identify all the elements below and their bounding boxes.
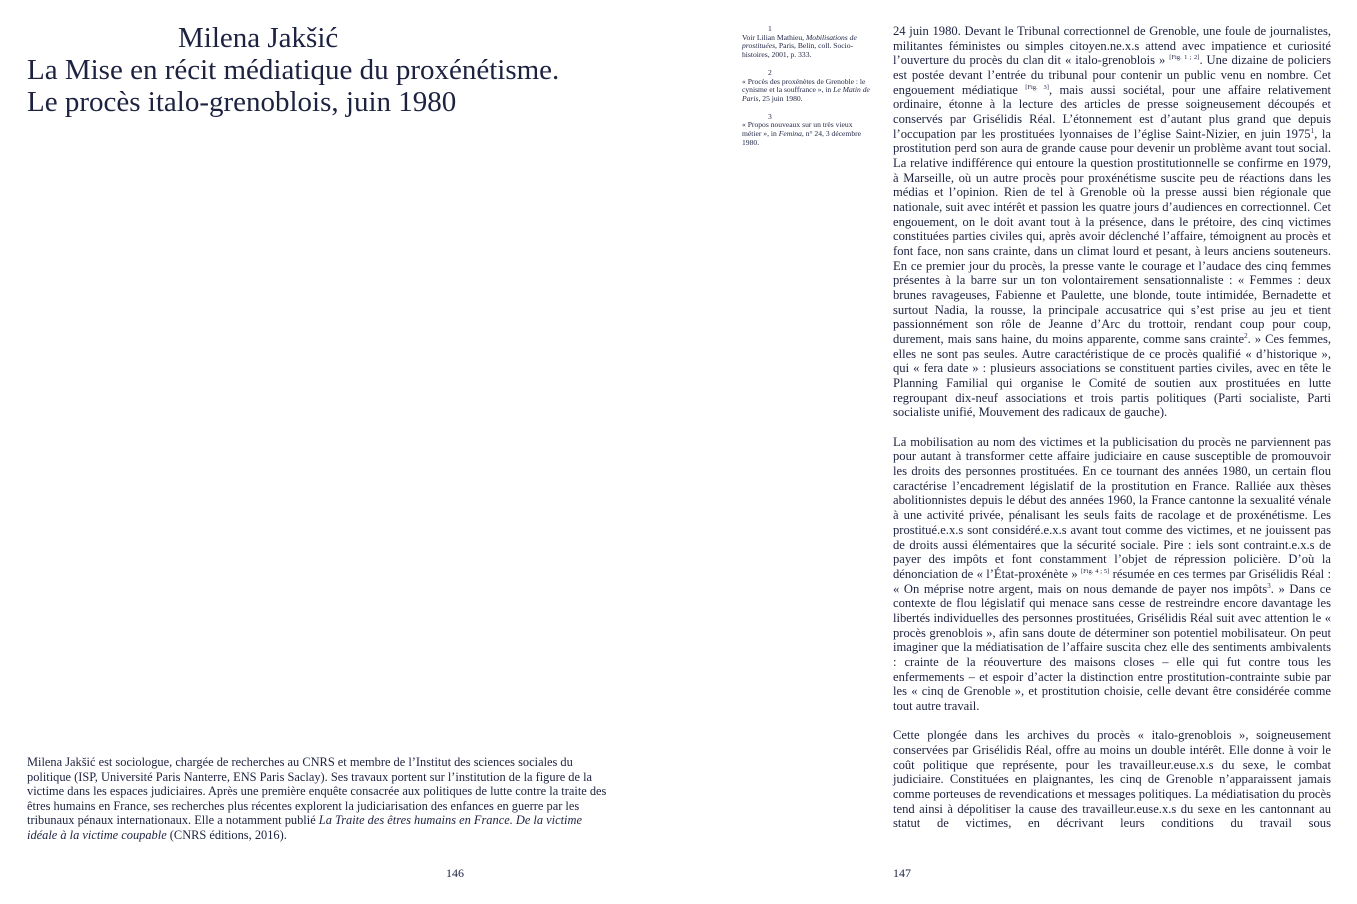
- footnote-italic: Femina: [778, 129, 802, 139]
- footnote-text: , n° 24, 3 décembre 1980.: [742, 129, 862, 147]
- footnote-number: 3: [768, 111, 772, 121]
- bio-text: Milena Jakšić est sociologue, chargée de recherches au CNRS et membre de l’Institut des sciences sociales du politique (ISP, Université Paris Nanterre, ENS Paris Saclay). Ses travaux portent sur l’institution de la figure de la victime dans les espaces judiciaires. Après une première enquête consacrée aux politiques de lutte contre la traite des êtres humains en France, ses recherches plus récentes explorent la judiciarisation des enfances en guerre par les tribunaux pénaux internationaux. Elle a notamment publié: [27, 755, 607, 828]
- page-number-left: 146: [446, 866, 464, 880]
- footnote-italic: Mobilisations de prostituées: [742, 32, 857, 51]
- footnote-1: [742, 25, 872, 60]
- footnote-ref: 3: [1267, 581, 1271, 590]
- main-text: [893, 24, 1331, 846]
- footnote-text: , 25 juin 1980.: [758, 93, 803, 103]
- author-name: Milena Jakšić: [178, 22, 339, 54]
- footnote-number: 1: [768, 24, 772, 33]
- figure-ref: [Fig. 1 ; 2]: [1169, 54, 1200, 62]
- article-title-block: [27, 22, 627, 118]
- footnote-ref: 2: [1244, 332, 1248, 341]
- text: La mobilisation au nom des victimes et la publicisation du procès ne parviennent pas pour autant à transformer cette affaire judiciaire en cause susceptible de promouvoir les droits des personnes prostituées. En ce tournant des années 1980, un certain flou caractérise l’encadrement législatif de la prostitution en France. Ralliée aux thèses abolitionnistes depuis le début des années 1960, la France cantonne la sexualité vénale à une activité privée, pénalisant les seuls faits de racolage et de proxénétisme. Les prostitué.e.x.s sont considéré.e.x.s avant tout comme des victimes, et ne jouissent pas de droits aussi élémentaires que la sécurité sociale. Pire : iels sont contraint.e.x.s de payer des impôts et font constamment l’objet de répression policière. D’où la dénonciation de « l’État-proxénète »: [893, 434, 1331, 581]
- figure-ref: [Fig. 4 ; 5]: [1080, 567, 1110, 575]
- text: résumée en ces termes par Grisélidis Réal : « On méprise notre argent, mais on nous demande de payer nos impôts: [893, 566, 1331, 596]
- footnote-text: « Procès des proxénètes de Grenoble : le cynisme et la souffrance », in: [742, 76, 866, 95]
- bio-book-title: La Traite des êtres humains en France. De la victime idéale à la victime coupable: [27, 813, 582, 842]
- footnote-2: [742, 69, 872, 104]
- text: . » Ces femmes, elles ne sont pas seules. Autre caractéristique de ce procès qualifié « d’historique », qui « fera date » : plusieurs associations se constituent parties civiles, avec en tête le Planning Familial qui organise le Comité de soutien aux prostituées en lutte regroupant dix-neuf associations et trois partis politiques (Parti socialiste, Parti socialiste unifié, Mouvement des radicaux de gauche).: [893, 332, 1331, 420]
- footnote-text: , Paris, Belin, coll. Socio-histoires, 2001, p. 333.: [742, 41, 854, 60]
- text: 24 juin 1980. Devant le Tribunal correctionnel de Grenoble, une foule de journalistes, militantes féministes ou simples citoyen.ne.x.s attend avec impatience et curiosité l’ouverture du procès du clan dit « italo-grenoblois »: [893, 24, 1331, 68]
- title-line-1: La Mise en récit médiatique du proxénétisme.: [27, 54, 560, 86]
- author-bio: [27, 755, 611, 843]
- footnote-number: 2: [768, 67, 772, 77]
- figure-ref: [Fig. 3]: [1025, 83, 1049, 91]
- footnote-3: [742, 113, 872, 148]
- paragraph-2: [893, 435, 1331, 714]
- footnote-text: « Propos nouveaux sur un très vieux métier », in: [742, 120, 853, 139]
- paragraph-1: [893, 24, 1331, 420]
- footnote-ref: 1: [1310, 126, 1315, 135]
- footnotes: [742, 25, 872, 156]
- paragraph-3: Cette plongée dans les archives du procès « italo-grenoblois », soigneusement conservées par Grisélidis Réal, offre au moins un double intérêt. Elle donne à voir le coût politique que représente, pour les travailleur.euse.x.s du sexe, le combat judiciaire. Constituées en plaignantes, les cinq de Grenoble n’apparaissent jamais comme porteuses de revendications et messages politiques. La médiatisation du procès tend ainsi à dépolitiser la cause des travailleur.euse.x.s du sexe en les cantonnant au statut de victimes, en décrivant leurs conditions du travail sous: [893, 728, 1331, 831]
- bio-text-end: (CNRS éditions, 2016).: [166, 827, 287, 842]
- text: , mais aussi sociétal, pour une affaire relativement ordinaire, étonne à la lecture des articles de presse soigneusement découpés et conservés par Grisélidis Réal. L’étonnement est d’autant plus grand que depuis l’occupation par les prostituées lyonnaises de l’église Saint-Nizier, en juin 1975: [893, 82, 1331, 141]
- text: , la prostitution perd son aura de grande cause pour devenir un problème avant tout social. La relative indifférence qui entoure la question prostitutionnelle se confirme en 1979, à Marseille, où un autre procès pour proxénétisme suscite peu de réactions dans les médias et l’opinion. Rien de tel à Grenoble où la presse aussi bien régionale que nationale, suit avec intérêt et passion les quatre jours d’audiences en correctionnel. Cet engouement, on le doit avant tout à la présence, dans le prétoire, des cinq victimes constituées parties civiles qui, après avoir déclenché l’affaire, témoignent au procès et font face, non sans crainte, dans un climat lourd et pesant, à leurs anciens souteneurs. En ce premier jour du procès, la presse vante le courage et l’audace des cinq femmes présentes à la barre sur un ton volontairement sensationnaliste : « Femmes : deux brunes ravageuses, Fabienne et Paulette, une blonde, toute intimidée, Bernadette et surtout Nadia, la rousse, la principale accusatrice qui s’est prise au jeu et tient passionnément son rôle de Jeanne d’Arc du trottoir, rendant coup pour coup, durement, mais sans haine, du moins apparente, comme sans crainte: [893, 126, 1331, 347]
- footnote-text: Voir Lilian Mathieu,: [742, 32, 806, 42]
- footnote-italic: Le Matin de Paris: [742, 85, 870, 103]
- title-line-2: Le procès italo-grenoblois, juin 1980: [27, 86, 457, 118]
- text: . » Dans ce contexte de flou législatif qui menace sans cesse de restreindre encore davantage les libertés individuelles des personnes prostituées, Grisélidis Réal suit avec attention le « procès grenoblois », afin sans doute de déterminer son potentiel mobilisateur. On peut imaginer que la médiatisation de l’affaire suscita chez elle des sentiments ambivalents : crainte de la réouverture des maisons closes – elle qui fut contre tous les enfermements – et espoir d’acter la distinction entre prostitution-contrainte subie par les « cinq de Grenoble », et prostitution choisie, celle devant être considérée comme tout autre travail.: [893, 581, 1331, 713]
- page-number-right: 147: [893, 866, 911, 880]
- text: . Une dizaine de policiers est postée devant l’entrée du tribunal pour contenir un public venu en nombre. Cet engouement médiatique: [893, 53, 1331, 97]
